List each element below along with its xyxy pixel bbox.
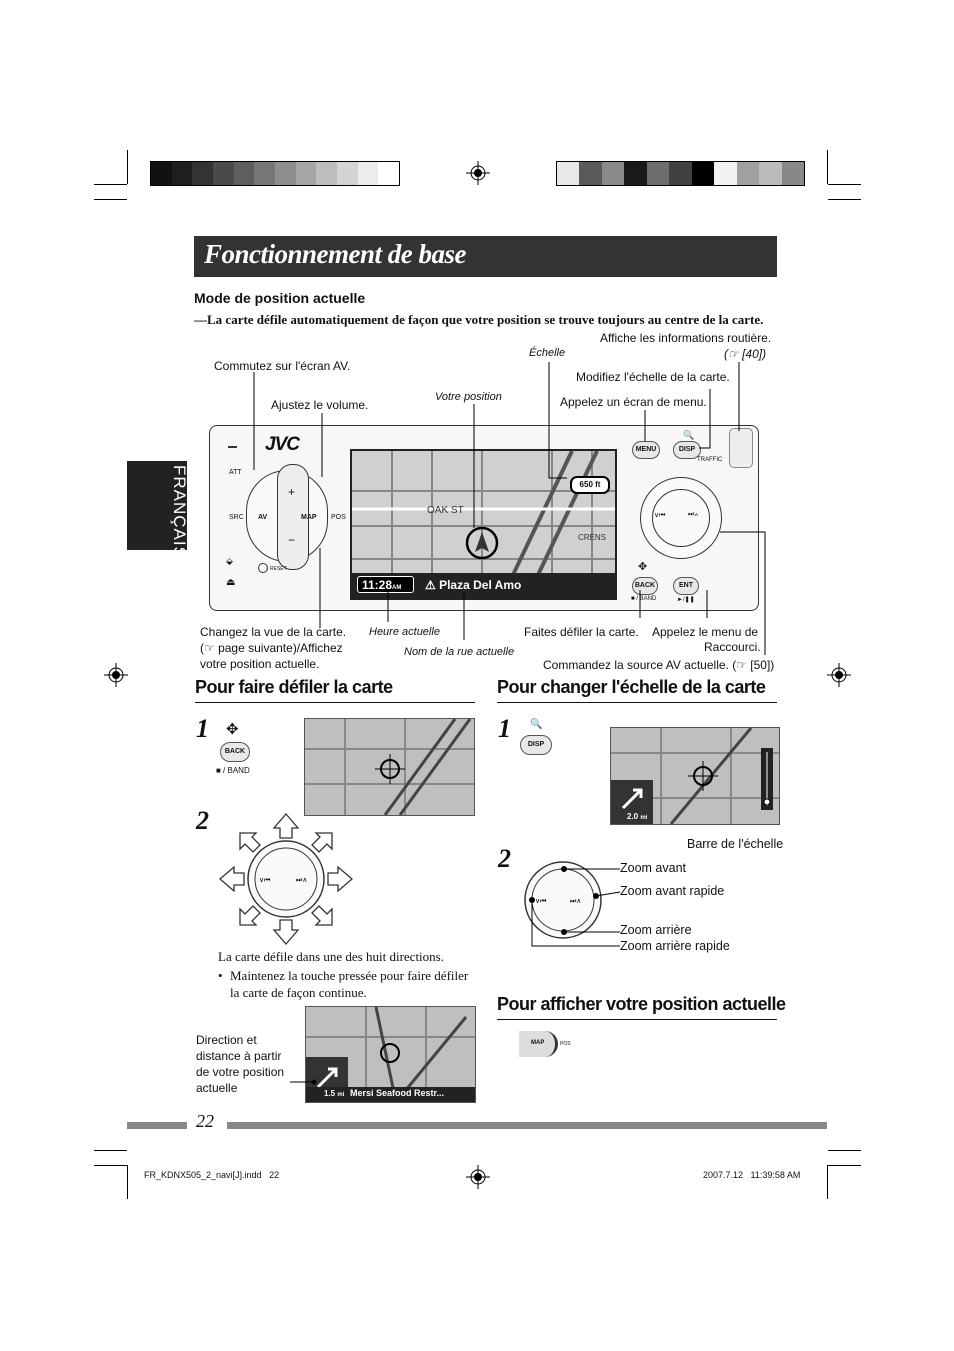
svg-text:⏭∧: ⏭∧ [296, 876, 308, 884]
pos-label: POS [331, 514, 346, 521]
map-streets [611, 728, 779, 824]
label-heure-actuelle: Heure actuelle [369, 626, 440, 638]
tilt-icon[interactable]: ⬙ [226, 556, 233, 566]
bullet-dot: • [218, 968, 223, 983]
label-nom-rue: Nom de la rue actuelle [404, 646, 515, 658]
disp-button[interactable]: DISP [673, 441, 701, 459]
label-zoom-avant-rapide: Zoom avant rapide [620, 884, 725, 898]
scale-number: 2.0 [627, 812, 639, 821]
page-number: 22 [196, 1111, 214, 1131]
zoom-callouts [520, 860, 630, 952]
footer-date: 2007.7.12 11:39:58 AM [703, 1170, 801, 1180]
label-faites-defiler: Faites défiler la carte. [524, 625, 639, 639]
map-button[interactable]: MAP [301, 514, 317, 521]
pos-label-s3: POS [560, 1041, 571, 1047]
section3-rule [497, 1019, 777, 1020]
src-label: SRC [229, 514, 244, 521]
section1-title: Pour faire défiler la carte [195, 677, 393, 697]
section1-step2: 2 [196, 806, 209, 835]
section2-title: Pour changer l'échelle de la carte [497, 677, 766, 697]
prev-icon: ∨⏮ [654, 512, 666, 519]
label-zoom-avant: Zoom avant [620, 861, 687, 875]
section2-rule [497, 702, 777, 703]
clock-time: 11:28 [362, 578, 393, 592]
distance-number: 1.5 [324, 1089, 336, 1098]
menu-button[interactable]: MENU [632, 441, 660, 459]
language-label: FRANÇAIS [170, 465, 189, 559]
map-label-oak-st: OAK ST [427, 505, 464, 516]
label-votre-position: Votre position [435, 391, 502, 403]
position-distance [324, 1089, 344, 1098]
clock-am: AM [392, 585, 402, 591]
zoom-icon: 🔍 [530, 719, 543, 730]
label-changez-vue-3: votre position actuelle. [200, 657, 320, 671]
street-name-text: Plaza Del Amo [439, 578, 522, 592]
svg-text:∨⏮: ∨⏮ [535, 897, 547, 905]
back-button[interactable]: BACK [632, 577, 658, 595]
volume-minus-icon: − [288, 533, 296, 547]
distance-unit: mi [337, 1092, 345, 1098]
direction-callout [290, 1072, 320, 1092]
section1-step1: 1 [196, 714, 209, 743]
zoom-scale-value [627, 812, 647, 821]
label-zoom-arriere: Zoom arrière [620, 923, 692, 937]
label-echelle: Échelle [529, 347, 566, 359]
jvc-logo: JVC [265, 434, 299, 455]
reset-label: RESET [270, 566, 287, 572]
map-pos-button[interactable] [519, 1031, 558, 1057]
label-barre-echelle: Barre de l'échelle [687, 837, 784, 851]
eight-direction-arrows-icon [216, 812, 356, 946]
band-label: ■ / BAND [631, 596, 657, 602]
eject-icon[interactable]: ⏏ [226, 577, 236, 588]
back-button-s1[interactable]: BACK [220, 742, 250, 762]
label-info-route: Affiche les informations routière. [600, 331, 772, 345]
footer-file: FR_KDNX505_2_navi[J].indd 22 [144, 1170, 280, 1180]
av-button[interactable]: AV [258, 514, 268, 521]
registration-mark-icon [466, 1165, 490, 1189]
svg-text:∨⏮: ∨⏮ [259, 876, 271, 884]
scale-unit: mi [640, 815, 648, 821]
volume-plus-icon: + [288, 485, 296, 499]
intro-heading: Mode de position actuelle [194, 290, 366, 306]
section3-title: Pour afficher votre position actuelle [497, 994, 786, 1014]
play-label: ►/❚❚ [677, 597, 695, 603]
section2-step2: 2 [498, 844, 511, 873]
disp-button-s2[interactable]: DISP [520, 735, 552, 755]
svg-text:⏭∧: ⏭∧ [570, 897, 582, 905]
footer-bar-left [127, 1122, 187, 1129]
label-appelez-raccourci-2: Raccourci. [704, 640, 761, 654]
page-title: Fonctionnement de base [204, 239, 467, 269]
bullet-text: Maintenez la touche pressée pour faire défiler la carte de façon continue. [230, 968, 469, 1000]
map-scale-badge: 650 ft [570, 476, 610, 494]
zoom-map-thumbnail [610, 727, 780, 825]
label-info-route-ref: (☞ [40]) [724, 347, 767, 361]
label-modifiez-echelle: Modifiez l'échelle de la carte. [576, 370, 730, 384]
scroll-map-thumbnail [304, 718, 475, 816]
label-appelez-menu: Appelez un écran de menu. [560, 395, 707, 409]
att-label: ATT [229, 469, 242, 476]
intro-text: —La carte défile automatiquement de façon que votre position se trouve toujours au centre de la carte. [194, 312, 764, 327]
label-direction-distance: Direction et distance à partir de votre position actuelle [196, 1033, 285, 1095]
poi-name: Mersi Seafood Restr... [350, 1088, 445, 1098]
label-ajustez-volume: Ajustez le volume. [271, 398, 369, 412]
map-streets [305, 719, 474, 815]
label-changez-vue-ref: (☞ page suivante)/Affichez [200, 641, 343, 655]
footer-bar-right [227, 1122, 827, 1129]
section1-rule [195, 702, 475, 703]
zoom-icon: 🔍 [683, 430, 695, 440]
label-appelez-raccourci: Appelez le menu de [652, 625, 759, 639]
section1-bullet [218, 967, 478, 1001]
next-icon: ⏭∧ [688, 511, 699, 518]
label-zoom-arriere-rapide: Zoom arrière rapide [620, 939, 730, 953]
position-map-thumbnail [305, 1006, 476, 1103]
label-commutez-av: Commutez sur l'écran AV. [214, 359, 351, 373]
scroll-arrows-icon: ✥ [226, 721, 239, 738]
traffic-label: TRAFFIC [697, 457, 723, 463]
label-changez-vue: Changez la vue de la carte. [200, 625, 347, 639]
map-label-crens: CRENS [578, 533, 607, 542]
section2-step1: 1 [498, 714, 511, 743]
label-commandez-av: Commandez la source AV actuelle. (☞ [50]) [543, 658, 775, 672]
band-label-s1: ■ / BAND [216, 766, 250, 775]
ent-button[interactable]: ENT [673, 577, 699, 595]
section1-caption: La carte défile dans une des huit directions. [218, 949, 444, 964]
scroll-arrows-icon: ✥ [638, 561, 648, 573]
map-street-name: ⚠ Plaza Del Amo [425, 578, 522, 592]
map-pos-label: MAP [531, 1040, 545, 1046]
